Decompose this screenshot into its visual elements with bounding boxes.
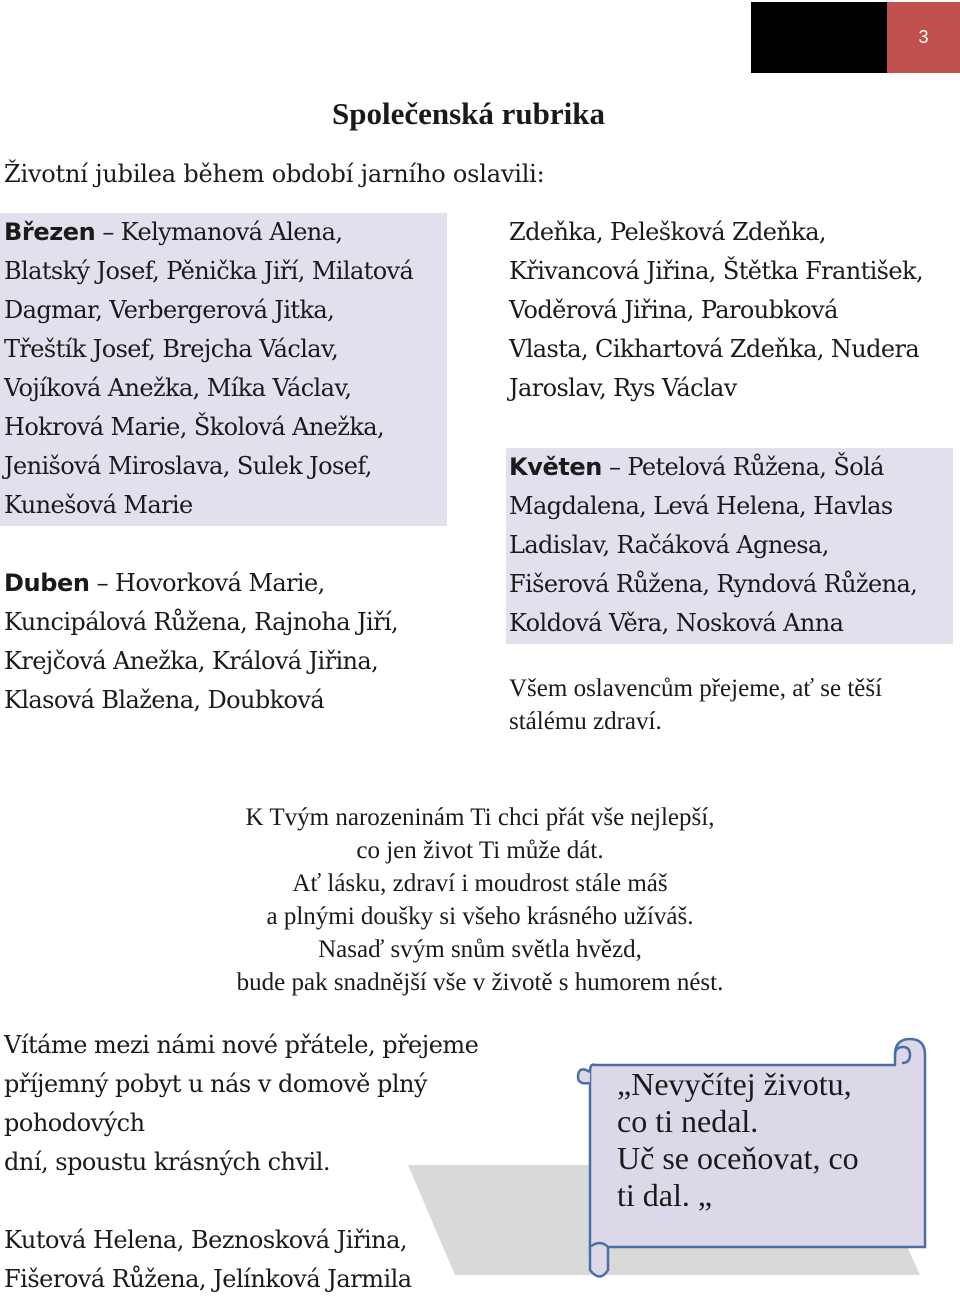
new-residents: Kutová Helena, Beznosková Jiřina, Fišerová Růžena, Jelínková Jarmila	[4, 1226, 412, 1293]
wish-text: Všem oslavencům přejeme, ať se těší stálému zdraví.	[509, 675, 883, 735]
brezen-names: – Kelymanová Alena, Blatský Josef, Pěnička Jiří, Milatová Dagmar, Verbergerová Jitka, Třeštík Josef, Brejcha Václav, Vojíková Anežka, Míka Václav, Hokrová Marie, Školová Anežka, Jenišová Miroslava, Sulek Josef, Kunešová Marie	[4, 218, 414, 519]
birthday-poem	[0, 801, 960, 999]
poem-line: a plnými doušky si všeho krásného užíváš.	[266, 903, 694, 930]
poem-line: Nasaď svým snům světla hvězd,	[318, 936, 642, 963]
kveten-section	[509, 448, 917, 643]
kveten-names: – Petelová Růžena, Šolá Magdalena, Levá Helena, Havlas Ladislav, Račáková Agnesa, Fišerová Růžena, Ryndová Růžena, Koldová Věra, Nosková Anna	[509, 453, 918, 637]
welcome-text: Vítáme mezi námi nové přátele, přejeme příjemný pobyt u nás v domově plný pohodových dní, spoustu krásných chvil.	[4, 1031, 479, 1176]
intro-text: Životní jubilea během období jarního oslavili:	[4, 160, 545, 188]
poem-line: Ať lásku, zdraví i moudrost stále máš	[292, 870, 668, 897]
duben-names-continued: Zdeňka, Pelešková Zdeňka, Křivancová Jiřina, Štětka František, Voděrová Jiřina, Paroubková Vlasta, Cikhartová Zdeňka, Nudera Jaroslav, Rys Václav	[509, 218, 923, 402]
poem-line: bude pak snadnější vše v životě s humorem nést.	[236, 969, 724, 996]
page-number: 3	[887, 2, 960, 73]
duben-names: – Hovorková Marie, Kuncipálová Růžena, Rajnoha Jiří, Krejčová Anežka, Králová Jiřina, Klasová Blažena, Doubková	[4, 569, 399, 714]
scroll-left-curl	[578, 1069, 590, 1083]
kveten-label: Květen	[509, 453, 602, 481]
brezen-label: Březen	[4, 218, 96, 246]
poem-line: K Tvým narozeninám Ti chci přát vše nejlepší,	[245, 804, 715, 831]
page-title: Společenská rubrika	[332, 96, 606, 131]
poem-line: co jen život Ti může dát.	[356, 837, 604, 864]
header-black-block	[751, 2, 887, 73]
brezen-section	[4, 213, 413, 525]
duben-label: Duben	[4, 569, 90, 597]
duben-section	[4, 564, 398, 720]
scroll-bottom-curl	[590, 1247, 608, 1277]
quote-text: „Nevyčítej životu, co ti nedal. Uč se oceňovat, co ti dal. „	[617, 1066, 859, 1213]
